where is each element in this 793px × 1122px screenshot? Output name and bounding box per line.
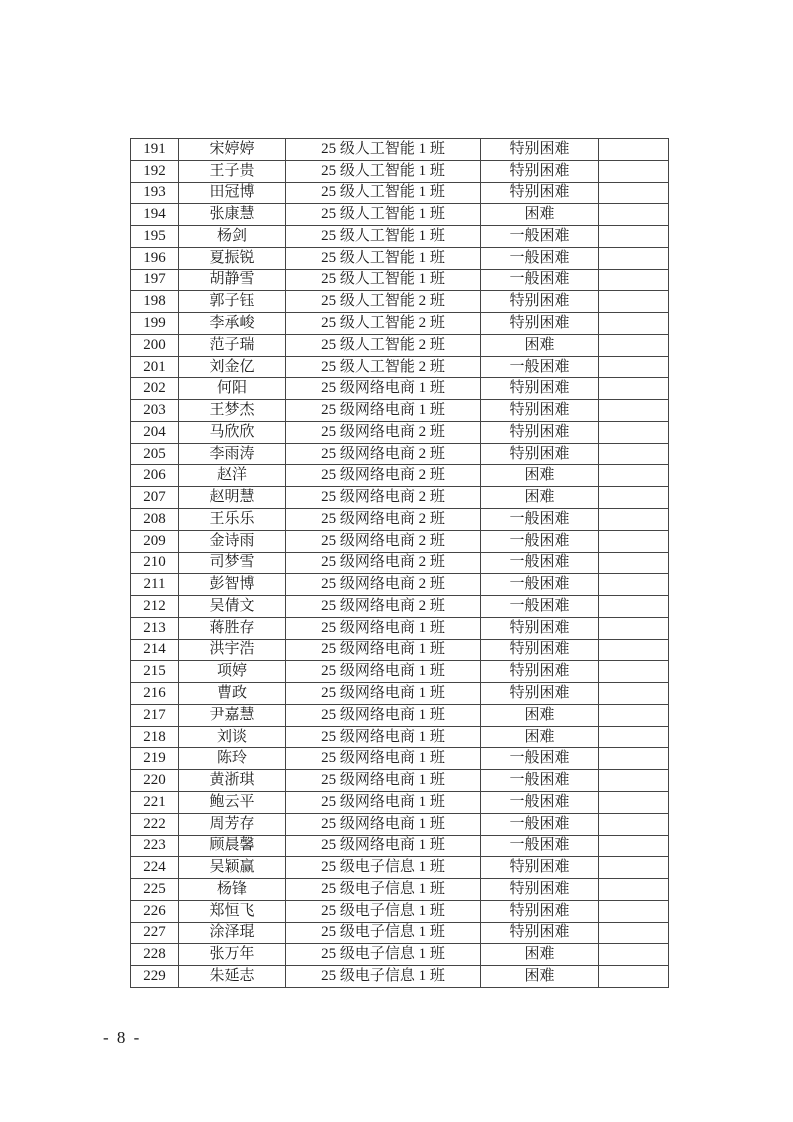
- cell-level: 困难: [481, 726, 599, 748]
- cell-name: 涂泽琨: [179, 922, 286, 944]
- cell-level: 困难: [481, 334, 599, 356]
- cell-class: 25 级人工智能 1 班: [286, 182, 481, 204]
- cell-seq: 210: [131, 552, 179, 574]
- cell-level: 特别困难: [481, 291, 599, 313]
- cell-class: 25 级网络电商 2 班: [286, 487, 481, 509]
- cell-blank: [599, 160, 669, 182]
- table-row: [131, 269, 669, 291]
- cell-name: 宋婷婷: [179, 139, 286, 161]
- table-row: [131, 139, 669, 161]
- cell-blank: [599, 791, 669, 813]
- cell-seq: 207: [131, 487, 179, 509]
- cell-class: 25 级人工智能 1 班: [286, 247, 481, 269]
- cell-name: 陈玲: [179, 748, 286, 770]
- table-row: [131, 421, 669, 443]
- cell-level: 一般困难: [481, 813, 599, 835]
- table-row: [131, 160, 669, 182]
- cell-name: 金诗雨: [179, 530, 286, 552]
- cell-level: 一般困难: [481, 748, 599, 770]
- cell-class: 25 级网络电商 1 班: [286, 378, 481, 400]
- cell-level: 特别困难: [481, 879, 599, 901]
- table-row: [131, 617, 669, 639]
- cell-name: 周芳存: [179, 813, 286, 835]
- table-row: [131, 704, 669, 726]
- cell-blank: [599, 770, 669, 792]
- cell-level: 特别困难: [481, 857, 599, 879]
- cell-name: 王梦杰: [179, 400, 286, 422]
- table-row: [131, 770, 669, 792]
- table-row: [131, 247, 669, 269]
- table-row: [131, 900, 669, 922]
- cell-name: 赵明慧: [179, 487, 286, 509]
- cell-blank: [599, 813, 669, 835]
- cell-class: 25 级网络电商 2 班: [286, 530, 481, 552]
- table-row: [131, 443, 669, 465]
- cell-level: 一般困难: [481, 356, 599, 378]
- cell-class: 25 级人工智能 1 班: [286, 269, 481, 291]
- table-row: [131, 683, 669, 705]
- cell-level: 一般困难: [481, 596, 599, 618]
- cell-seq: 223: [131, 835, 179, 857]
- cell-level: 特别困难: [481, 313, 599, 335]
- cell-blank: [599, 465, 669, 487]
- cell-blank: [599, 726, 669, 748]
- cell-name: 杨锋: [179, 879, 286, 901]
- cell-name: 曹政: [179, 683, 286, 705]
- cell-blank: [599, 334, 669, 356]
- cell-seq: 219: [131, 748, 179, 770]
- cell-class: 25 级网络电商 2 班: [286, 465, 481, 487]
- cell-class: 25 级网络电商 1 班: [286, 704, 481, 726]
- cell-blank: [599, 900, 669, 922]
- cell-class: 25 级网络电商 1 班: [286, 726, 481, 748]
- cell-seq: 206: [131, 465, 179, 487]
- cell-blank: [599, 291, 669, 313]
- cell-level: 特别困难: [481, 617, 599, 639]
- cell-level: 特别困难: [481, 683, 599, 705]
- cell-seq: 215: [131, 661, 179, 683]
- cell-level: 特别困难: [481, 378, 599, 400]
- cell-name: 朱延志: [179, 966, 286, 988]
- cell-level: 特别困难: [481, 139, 599, 161]
- cell-name: 范子瑞: [179, 334, 286, 356]
- cell-blank: [599, 400, 669, 422]
- cell-level: 一般困难: [481, 574, 599, 596]
- cell-class: 25 级网络电商 1 班: [286, 683, 481, 705]
- cell-blank: [599, 421, 669, 443]
- cell-blank: [599, 530, 669, 552]
- cell-level: 一般困难: [481, 269, 599, 291]
- cell-seq: 202: [131, 378, 179, 400]
- cell-class: 25 级网络电商 2 班: [286, 574, 481, 596]
- cell-class: 25 级电子信息 1 班: [286, 966, 481, 988]
- cell-seq: 222: [131, 813, 179, 835]
- cell-class: 25 级网络电商 1 班: [286, 791, 481, 813]
- cell-name: 李雨涛: [179, 443, 286, 465]
- table-row: [131, 661, 669, 683]
- table-body: [131, 139, 669, 988]
- cell-blank: [599, 313, 669, 335]
- cell-name: 何阳: [179, 378, 286, 400]
- table-row: [131, 596, 669, 618]
- cell-level: 一般困难: [481, 770, 599, 792]
- cell-class: 25 级网络电商 1 班: [286, 617, 481, 639]
- cell-level: 一般困难: [481, 835, 599, 857]
- cell-seq: 220: [131, 770, 179, 792]
- cell-blank: [599, 443, 669, 465]
- cell-level: 特别困难: [481, 922, 599, 944]
- table-row: [131, 291, 669, 313]
- table-row: [131, 791, 669, 813]
- cell-class: 25 级人工智能 1 班: [286, 139, 481, 161]
- cell-class: 25 级网络电商 2 班: [286, 596, 481, 618]
- cell-name: 张万年: [179, 944, 286, 966]
- cell-class: 25 级网络电商 2 班: [286, 421, 481, 443]
- cell-class: 25 级人工智能 2 班: [286, 334, 481, 356]
- cell-name: 李承峻: [179, 313, 286, 335]
- cell-class: 25 级人工智能 2 班: [286, 313, 481, 335]
- cell-name: 洪宇浩: [179, 639, 286, 661]
- cell-level: 特别困难: [481, 443, 599, 465]
- cell-seq: 205: [131, 443, 179, 465]
- cell-seq: 218: [131, 726, 179, 748]
- cell-name: 田冠博: [179, 182, 286, 204]
- cell-seq: 192: [131, 160, 179, 182]
- cell-level: 困难: [481, 944, 599, 966]
- table-row: [131, 334, 669, 356]
- cell-name: 赵洋: [179, 465, 286, 487]
- cell-blank: [599, 661, 669, 683]
- cell-seq: 228: [131, 944, 179, 966]
- table-row: [131, 182, 669, 204]
- cell-blank: [599, 683, 669, 705]
- cell-seq: 197: [131, 269, 179, 291]
- table-row: [131, 530, 669, 552]
- cell-class: 25 级人工智能 1 班: [286, 160, 481, 182]
- cell-class: 25 级网络电商 2 班: [286, 443, 481, 465]
- cell-seq: 195: [131, 226, 179, 248]
- cell-seq: 224: [131, 857, 179, 879]
- cell-level: 一般困难: [481, 791, 599, 813]
- cell-name: 尹嘉慧: [179, 704, 286, 726]
- cell-seq: 225: [131, 879, 179, 901]
- cell-class: 25 级电子信息 1 班: [286, 900, 481, 922]
- cell-blank: [599, 879, 669, 901]
- table-row: [131, 356, 669, 378]
- cell-level: 特别困难: [481, 160, 599, 182]
- cell-class: 25 级网络电商 2 班: [286, 552, 481, 574]
- cell-level: 困难: [481, 204, 599, 226]
- cell-seq: 201: [131, 356, 179, 378]
- student-aid-table: [130, 138, 669, 988]
- cell-class: 25 级人工智能 1 班: [286, 204, 481, 226]
- cell-level: 特别困难: [481, 421, 599, 443]
- cell-blank: [599, 487, 669, 509]
- cell-seq: 194: [131, 204, 179, 226]
- cell-class: 25 级网络电商 2 班: [286, 509, 481, 531]
- cell-blank: [599, 639, 669, 661]
- cell-name: 郭子钰: [179, 291, 286, 313]
- cell-name: 吴倩文: [179, 596, 286, 618]
- cell-blank: [599, 356, 669, 378]
- cell-name: 项婷: [179, 661, 286, 683]
- cell-class: 25 级网络电商 1 班: [286, 813, 481, 835]
- table-row: [131, 509, 669, 531]
- table-row: [131, 857, 669, 879]
- table-row: [131, 966, 669, 988]
- cell-level: 特别困难: [481, 639, 599, 661]
- cell-class: 25 级网络电商 1 班: [286, 661, 481, 683]
- table-row: [131, 378, 669, 400]
- cell-level: 特别困难: [481, 400, 599, 422]
- cell-seq: 214: [131, 639, 179, 661]
- cell-name: 吴颖赢: [179, 857, 286, 879]
- table-row: [131, 879, 669, 901]
- cell-name: 刘金亿: [179, 356, 286, 378]
- cell-level: 困难: [481, 966, 599, 988]
- table-row: [131, 487, 669, 509]
- cell-blank: [599, 269, 669, 291]
- page-number: - 8 -: [103, 1028, 142, 1047]
- cell-seq: 209: [131, 530, 179, 552]
- cell-name: 杨剑: [179, 226, 286, 248]
- cell-class: 25 级网络电商 1 班: [286, 748, 481, 770]
- cell-blank: [599, 378, 669, 400]
- cell-blank: [599, 247, 669, 269]
- table-row: [131, 944, 669, 966]
- cell-seq: 216: [131, 683, 179, 705]
- cell-blank: [599, 835, 669, 857]
- cell-name: 彭智博: [179, 574, 286, 596]
- cell-level: 特别困难: [481, 900, 599, 922]
- table-row: [131, 465, 669, 487]
- cell-name: 胡静雪: [179, 269, 286, 291]
- cell-blank: [599, 182, 669, 204]
- table-row: [131, 204, 669, 226]
- cell-blank: [599, 966, 669, 988]
- table-row: [131, 748, 669, 770]
- cell-level: 困难: [481, 487, 599, 509]
- cell-class: 25 级人工智能 2 班: [286, 291, 481, 313]
- cell-seq: 227: [131, 922, 179, 944]
- table-row: [131, 813, 669, 835]
- cell-seq: 221: [131, 791, 179, 813]
- cell-name: 鲍云平: [179, 791, 286, 813]
- cell-name: 司梦雪: [179, 552, 286, 574]
- cell-seq: 196: [131, 247, 179, 269]
- cell-blank: [599, 617, 669, 639]
- cell-blank: [599, 204, 669, 226]
- cell-level: 一般困难: [481, 530, 599, 552]
- cell-class: 25 级网络电商 1 班: [286, 770, 481, 792]
- cell-seq: 204: [131, 421, 179, 443]
- cell-blank: [599, 748, 669, 770]
- cell-seq: 208: [131, 509, 179, 531]
- cell-level: 特别困难: [481, 661, 599, 683]
- cell-level: 一般困难: [481, 247, 599, 269]
- cell-level: 一般困难: [481, 509, 599, 531]
- cell-name: 马欣欣: [179, 421, 286, 443]
- cell-name: 王乐乐: [179, 509, 286, 531]
- table-row: [131, 574, 669, 596]
- cell-class: 25 级人工智能 2 班: [286, 356, 481, 378]
- cell-name: 张康慧: [179, 204, 286, 226]
- table-row: [131, 835, 669, 857]
- cell-blank: [599, 857, 669, 879]
- cell-level: 一般困难: [481, 226, 599, 248]
- cell-blank: [599, 509, 669, 531]
- cell-seq: 191: [131, 139, 179, 161]
- cell-class: 25 级电子信息 1 班: [286, 944, 481, 966]
- cell-seq: 211: [131, 574, 179, 596]
- cell-seq: 229: [131, 966, 179, 988]
- cell-level: 特别困难: [481, 182, 599, 204]
- cell-blank: [599, 226, 669, 248]
- cell-class: 25 级电子信息 1 班: [286, 922, 481, 944]
- cell-seq: 199: [131, 313, 179, 335]
- cell-seq: 213: [131, 617, 179, 639]
- cell-name: 刘谈: [179, 726, 286, 748]
- table-row: [131, 922, 669, 944]
- cell-class: 25 级人工智能 1 班: [286, 226, 481, 248]
- cell-level: 困难: [481, 465, 599, 487]
- cell-name: 夏振锐: [179, 247, 286, 269]
- table-row: [131, 639, 669, 661]
- cell-name: 郑恒飞: [179, 900, 286, 922]
- cell-class: 25 级电子信息 1 班: [286, 879, 481, 901]
- cell-blank: [599, 922, 669, 944]
- table-row: [131, 552, 669, 574]
- cell-seq: 200: [131, 334, 179, 356]
- cell-level: 困难: [481, 704, 599, 726]
- cell-seq: 203: [131, 400, 179, 422]
- table-row: [131, 313, 669, 335]
- cell-name: 黄浙琪: [179, 770, 286, 792]
- cell-class: 25 级网络电商 1 班: [286, 835, 481, 857]
- cell-blank: [599, 552, 669, 574]
- cell-seq: 226: [131, 900, 179, 922]
- table-row: [131, 226, 669, 248]
- cell-name: 顾晨馨: [179, 835, 286, 857]
- cell-blank: [599, 944, 669, 966]
- table-row: [131, 726, 669, 748]
- cell-seq: 198: [131, 291, 179, 313]
- cell-blank: [599, 574, 669, 596]
- cell-seq: 212: [131, 596, 179, 618]
- cell-class: 25 级网络电商 1 班: [286, 400, 481, 422]
- cell-seq: 217: [131, 704, 179, 726]
- cell-name: 王子贵: [179, 160, 286, 182]
- cell-level: 一般困难: [481, 552, 599, 574]
- cell-blank: [599, 596, 669, 618]
- cell-class: 25 级电子信息 1 班: [286, 857, 481, 879]
- cell-blank: [599, 139, 669, 161]
- cell-blank: [599, 704, 669, 726]
- cell-class: 25 级网络电商 1 班: [286, 639, 481, 661]
- cell-seq: 193: [131, 182, 179, 204]
- table-row: [131, 400, 669, 422]
- cell-name: 蒋胜存: [179, 617, 286, 639]
